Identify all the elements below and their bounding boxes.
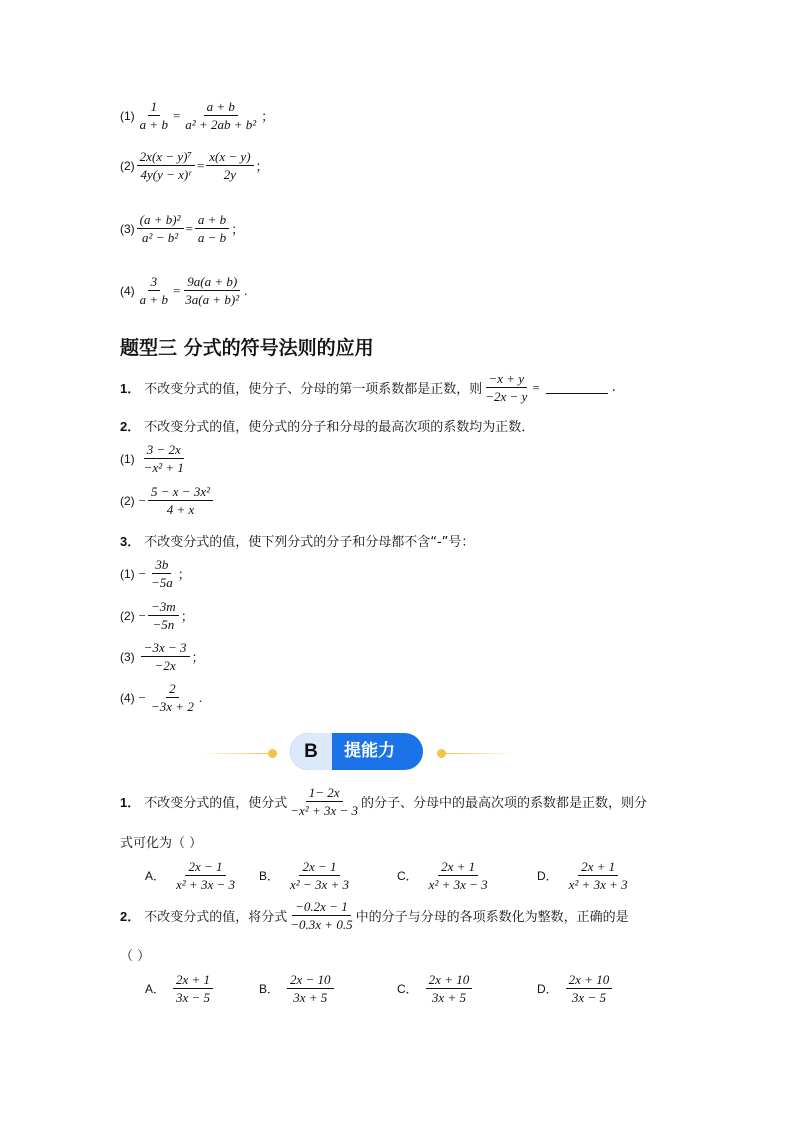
b-question-2: 2． 不改变分式的值，将分式 $\frac{-0.2x - 1}{-0.3x + 0.5}$ 中的分子与分母的各项系数化为整数，正确的是: [120, 899, 629, 932]
fraction: $\frac{a + b}{a - b}$: [195, 213, 229, 244]
answer-blank[interactable]: [546, 381, 608, 394]
fraction: $\frac{\text{2x(x − y)⁷}}{\text{4y(y − x)ʳ}}$: [137, 150, 195, 181]
b1-option-d[interactable]: D． $\frac{2x + 1}{\text{x² + 3x + 3}}$: [537, 859, 628, 892]
fraction: $\frac{\text{5 − x − 3x²}}{4 + x}$: [148, 485, 213, 516]
q3-item-3: (3) $\frac{-3x - 3}{-2x}$ ；: [120, 640, 205, 673]
q2-item-1: (1) $\frac{3 - 2x}{\text{−x² + 1}}$: [120, 443, 187, 474]
b1-option-b[interactable]: B． $\frac{2x - 1}{\text{x² − 3x + 3}}$: [259, 859, 349, 892]
fraction: $\frac{2}{-3x + 2}$: [151, 681, 194, 714]
fraction: $\frac{-x + y}{-2x - y}$: [485, 371, 528, 404]
equation-row-4: (4) $\frac{3}{a + b}$ = $\frac{9a(a + b)}{\text{3a(a + b)²}}$ .: [120, 274, 248, 307]
b1-option-a[interactable]: A． $\frac{2x - 1}{\text{x² + 3x − 3}}$: [145, 859, 235, 892]
question-text: 不改变分式的值，使下列分式的分子和分母都不含“-”号：: [144, 535, 475, 550]
fraction: $\frac{-3m}{-5n}$: [148, 600, 179, 631]
q3-item-1: (1) − $\frac{3b}{-5a}$ ；: [120, 557, 191, 590]
equation-row-3: (3) $\frac{\text{(a + b)²}}{\text{a² − b²}}$ = $\frac{a + b}{a - b}$ ；: [120, 212, 245, 245]
b2-option-c[interactable]: C． $\frac{2x + 10}{3x + 5}$: [397, 973, 472, 1004]
fraction: $\frac{3 - 2x}{\text{−x² + 1}}$: [143, 442, 184, 475]
b1-option-c[interactable]: C． $\frac{2x + 1}{\text{x² + 3x − 3}}$: [397, 859, 488, 892]
fraction: $\frac{x(x - y)}{2y}$: [206, 150, 253, 181]
question-2: 2． 不改变分式的值，使分式的分子和分母的最高次项的系数均为正数．: [120, 416, 534, 435]
b2-option-d[interactable]: D． $\frac{2x + 10}{3x - 5}$: [537, 973, 612, 1004]
fraction: $\frac{1- 2x}{\text{−x² + 3x − 3}}$: [290, 785, 359, 818]
b2-option-b[interactable]: B． $\frac{2x - 10}{3x + 5}$: [259, 973, 334, 1004]
fraction: $\frac{-3x - 3}{-2x}$: [141, 641, 190, 672]
question-1: 1． 不改变分式的值，使分子、分母的第一项系数都是正数，则 $\frac{-x + y}{-2x - y}$ = .: [120, 371, 616, 404]
question-3: 3． 不改变分式的值，使下列分式的分子和分母都不含“-”号：: [120, 531, 474, 550]
fraction: $\frac{1}{a + b}$: [139, 99, 168, 132]
equation-row-1: (1) $\frac{1}{a + b}$ = $\frac{a + b}{\text{a² + 2ab + b²}}$ ；: [120, 99, 275, 132]
item-label: (2): [120, 158, 135, 173]
q3-item-4: (4) − $\frac{2}{-3x + 2}$ .: [120, 681, 203, 714]
q2-item-2: (2) − $\frac{\text{5 − x − 3x²}}{4 + x}$: [120, 485, 213, 516]
b-question-1: 1． 不改变分式的值，使分式 $\frac{1- 2x}{\text{−x² + 3x − 3}}$ 的分子、分母中的最高次项的系数都是正数，则分: [120, 785, 648, 818]
b2-option-a[interactable]: A． $\frac{2x + 1}{3x - 5}$: [145, 973, 213, 1004]
fraction: $\frac{\text{(a + b)²}}{\text{a² − b²}}$: [137, 213, 184, 244]
banner-title: 提能力: [344, 741, 395, 761]
question-text: 不改变分式的值，使分式的分子和分母的最高次项的系数均为正数．: [144, 420, 535, 435]
item-label: (3): [120, 221, 135, 236]
b-question-2-line2: （ ）: [120, 949, 151, 964]
fraction: $\frac{3b}{-5a}$: [151, 557, 173, 590]
item-label: (4): [120, 283, 135, 298]
section-heading: 题型三 分式的符号法则的应用: [120, 337, 374, 359]
q3-item-2: (2) − $\frac{-3m}{-5n}$ ；: [120, 599, 194, 632]
fraction: $\frac{9a(a + b)}{\text{3a(a + b)²}}$: [185, 274, 240, 307]
question-text: 不改变分式的值，使分子、分母的第一项系数都是正数，则: [144, 382, 483, 397]
banner-dot-right: [437, 749, 446, 758]
fraction: $\frac{-0.2x - 1}{-0.3x + 0.5}$: [290, 899, 353, 932]
fraction: $\frac{a + b}{\text{a² + 2ab + b²}}$: [185, 99, 257, 132]
banner-dot-left: [268, 749, 277, 758]
banner-letter: B: [304, 741, 318, 762]
equation-row-2: (2) $\frac{\text{2x(x − y)⁷}}{\text{4y(y − x)ʳ}}$ = $\frac{x(x - y)}{2y}$ ；: [120, 149, 269, 182]
fraction: $\frac{3}{a + b}$: [139, 274, 168, 307]
b-question-1-line2: 式可化为（ ）: [120, 836, 203, 851]
item-label: (1): [120, 108, 135, 123]
